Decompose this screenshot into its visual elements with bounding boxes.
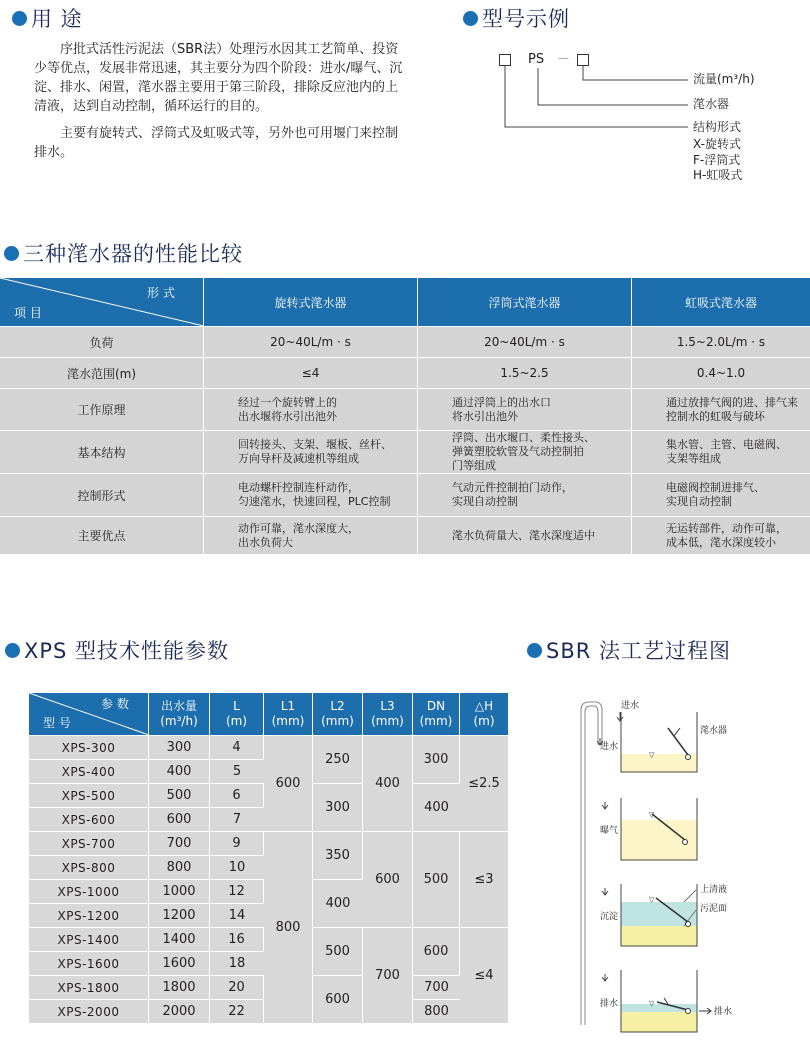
comparison-cell: 无运转部件，动作可靠， 成本低，滗水深度较小 — [632, 516, 810, 554]
tank4-sludge — [621, 1012, 697, 1032]
param-L3-cell: 600 — [363, 831, 413, 927]
model-code-ps: PS — [528, 52, 545, 67]
params-header-L1: L1 (mm) — [264, 693, 313, 735]
comparison-row-advantages — [0, 516, 810, 554]
stage-aeration-label: 曝气 — [600, 826, 619, 836]
length-cell: 12 — [210, 879, 264, 903]
comparison-cell: 1.5~2.5 — [418, 357, 632, 388]
params-row — [29, 831, 508, 855]
comparison-item-label: 主要优点 — [0, 516, 204, 554]
model-cell: XPS-300 — [29, 735, 149, 759]
comparison-cell: 浮筒、出水堰口、柔性接头、 弹簧塑胶软管及气动控制拍 门等组成 — [418, 430, 632, 473]
struct-option-h: H-虹吸式 — [693, 168, 743, 182]
comparison-row-range — [0, 357, 810, 388]
comparison-item-label: 滗水范围(m) — [0, 357, 204, 388]
param-L1-cell: 600 — [264, 735, 313, 831]
stage-inlet-label: 进水 — [600, 742, 619, 752]
params-corner-top-label: 参 数 — [101, 697, 129, 711]
param-L2-cell: 350 — [313, 831, 363, 879]
usage-paragraph-1: 序批式活性污泥法（SBR法）处理污水因其工艺简单、投资少等优点，发展非常迅速，其主要分为四个阶段：进水/曝气、沉淀、排水、闲置，滗水器主要用于第三阶段，排除反应池内的上清液，达到自动控制，循环运行的目的。 — [34, 42, 403, 114]
flow-cell: 1400 — [149, 927, 210, 951]
model-cell: XPS-800 — [29, 855, 149, 879]
comparison-cell: 0.4~1.0 — [632, 357, 810, 388]
svg-text:▽: ▽ — [649, 751, 655, 759]
flow-cell: 2000 — [149, 999, 210, 1023]
param-DN-cell: 300 — [413, 735, 460, 783]
model-cell: XPS-400 — [29, 759, 149, 783]
flow-cell: 700 — [149, 831, 210, 855]
length-cell: 9 — [210, 831, 264, 855]
flow-label: 流量(m³/h) — [693, 72, 755, 86]
params-header-L: L (m) — [210, 693, 264, 735]
param-L1-cell: 800 — [264, 831, 313, 1023]
process-title: SBR 法工艺过程图 — [546, 639, 732, 663]
flow-cell: 600 — [149, 807, 210, 831]
comparison-cell: 气动元件控制拍门动作， 实现自动控制 — [418, 473, 632, 516]
comparison-cell: 电磁阀控制进排气、 实现自动控制 — [632, 473, 810, 516]
model-code-dash: － — [557, 52, 571, 67]
process-section-title — [527, 635, 731, 665]
params-row — [29, 735, 508, 759]
bullet-dot-icon — [4, 246, 19, 261]
svg-text:▽: ▽ — [649, 1000, 655, 1008]
params-section-title — [5, 635, 229, 665]
params-header-dH: △H (m) — [460, 693, 508, 735]
param-DN-cell: 600 — [413, 927, 460, 975]
sbr-process-drawing — [560, 690, 770, 1040]
comparison-cell: 集水管、主管、电磁阀、 支架等组成 — [632, 430, 810, 473]
params-corner-bottom-label: 型 号 — [43, 716, 71, 730]
comparison-row-load — [0, 326, 810, 357]
comparison-item-label: 控制形式 — [0, 473, 204, 516]
length-cell: 10 — [210, 855, 264, 879]
sludge-surface-label: 污泥面 — [700, 904, 728, 914]
comparison-cell: 电动螺杆控制连杆动作， 匀速滗水，快速回程，PLC控制 — [204, 473, 418, 516]
model-cell: XPS-1600 — [29, 951, 149, 975]
bullet-dot-icon — [5, 643, 20, 658]
length-cell: 16 — [210, 927, 264, 951]
comparison-item-label: 工作原理 — [0, 388, 204, 430]
model-cell: XPS-1800 — [29, 975, 149, 999]
comparison-table — [0, 278, 810, 554]
params-title: XPS 型技术性能参数 — [24, 639, 230, 663]
flow-cell: 400 — [149, 759, 210, 783]
comparison-cell: 回转接头、支架、堰板、丝杆、 万向导杆及减速机等组成 — [204, 430, 418, 473]
length-cell: 18 — [210, 951, 264, 975]
comparison-corner-cell — [0, 278, 204, 326]
diagram-decanter-label: 滗水器 — [700, 726, 728, 736]
corner-bottom-label: 项 目 — [14, 306, 42, 320]
bullet-dot-icon — [527, 643, 542, 658]
comparison-section-title — [4, 238, 243, 268]
stage-discharge-label: 排水 — [600, 999, 619, 1009]
params-header-L3: L3 (mm) — [363, 693, 413, 735]
corner-top-label: 形 式 — [147, 286, 175, 300]
comparison-cell: 动作可靠，滗水深度大， 出水负荷大 — [204, 516, 418, 554]
param-L2-cell: 300 — [313, 783, 363, 831]
usage-title: 用 途 — [31, 7, 83, 31]
params-header-DN: DN (mm) — [413, 693, 460, 735]
comparison-header-row — [0, 278, 810, 326]
params-header-flow: 出水量 (m³/h) — [149, 693, 210, 735]
comparison-cell: 20~40L/m · s — [204, 326, 418, 357]
length-cell: 4 — [210, 735, 264, 759]
comparison-cell: ≤4 — [204, 357, 418, 388]
length-cell: 7 — [210, 807, 264, 831]
discharge-label: 排水 — [714, 1007, 733, 1017]
length-cell: 6 — [210, 783, 264, 807]
model-example-title: 型号示例 — [482, 7, 570, 31]
param-DN-cell: 500 — [413, 831, 460, 927]
param-dH-cell: ≤4 — [460, 927, 508, 1023]
model-cell: XPS-700 — [29, 831, 149, 855]
comparison-row-principle — [0, 388, 810, 430]
param-L3-cell: 700 — [363, 927, 413, 1023]
length-cell: 5 — [210, 759, 264, 783]
params-table — [29, 693, 508, 1023]
param-DN-cell: 700 — [413, 975, 460, 999]
column-rotary: 旋转式滗水器 — [204, 278, 418, 326]
param-dH-cell: ≤2.5 — [460, 735, 508, 831]
comparison-row-control — [0, 473, 810, 516]
svg-text:▽: ▽ — [649, 811, 655, 819]
struct-label: 结构形式 — [693, 120, 742, 134]
param-dH-cell: ≤3 — [460, 831, 508, 927]
flow-cell: 300 — [149, 735, 210, 759]
param-L2-cell: 400 — [313, 879, 363, 927]
column-float: 浮筒式滗水器 — [418, 278, 632, 326]
param-L2-cell: 500 — [313, 927, 363, 975]
tank3-sludge — [621, 926, 697, 946]
flow-cell: 1600 — [149, 951, 210, 975]
flow-cell: 800 — [149, 855, 210, 879]
length-cell: 22 — [210, 999, 264, 1023]
stage-settling-label: 沉淀 — [600, 912, 619, 922]
model-cell: XPS-600 — [29, 807, 149, 831]
model-cell: XPS-1200 — [29, 903, 149, 927]
model-cell: XPS-1000 — [29, 879, 149, 903]
params-header-row — [29, 693, 508, 735]
params-corner-cell — [29, 693, 149, 735]
comparison-title: 三种滗水器的性能比较 — [23, 242, 243, 266]
model-code-leader-lines — [0, 0, 810, 200]
comparison-cell: 1.5~2.0L/m · s — [632, 326, 810, 357]
params-header-L2: L2 (mm) — [313, 693, 363, 735]
length-cell: 20 — [210, 975, 264, 999]
param-L2-cell: 250 — [313, 735, 363, 783]
model-cell: XPS-500 — [29, 783, 149, 807]
comparison-item-label: 基本结构 — [0, 430, 204, 473]
inlet-label: 进水 — [621, 701, 640, 711]
flow-cell: 1200 — [149, 903, 210, 927]
comparison-cell: 滗水负荷量大、滗水深度适中 — [418, 516, 632, 554]
param-L3-cell: 400 — [363, 735, 413, 831]
struct-option-f: F-浮筒式 — [693, 153, 741, 167]
flow-cell: 500 — [149, 783, 210, 807]
model-cell: XPS-1400 — [29, 927, 149, 951]
column-siphon: 虹吸式滗水器 — [632, 278, 810, 326]
flow-cell: 1000 — [149, 879, 210, 903]
length-cell: 14 — [210, 903, 264, 927]
decanter-label: 滗水器 — [693, 97, 730, 111]
comparison-cell: 20~40L/m · s — [418, 326, 632, 357]
comparison-cell: 通过浮筒上的出水口 将水引出池外 — [418, 388, 632, 430]
comparison-cell: 经过一个旋转臂上的 出水堰将水引出池外 — [204, 388, 418, 430]
param-DN-cell: 400 — [413, 783, 460, 831]
clear-liquid-label: 上清液 — [700, 885, 728, 895]
svg-text:▽: ▽ — [649, 896, 655, 904]
usage-paragraph-2: 主要有旋转式、浮筒式及虹吸式等，另外也可用堰门来控制排水。 — [34, 126, 399, 160]
param-L2-cell: 600 — [313, 975, 363, 1023]
comparison-cell: 通过放排气阀的进、排气来 控制水的虹吸与破坏 — [632, 388, 810, 430]
comparison-item-label: 负荷 — [0, 326, 204, 357]
struct-option-x: X-旋转式 — [693, 137, 741, 151]
comparison-row-structure — [0, 430, 810, 473]
param-DN-cell: 800 — [413, 999, 460, 1023]
model-cell: XPS-2000 — [29, 999, 149, 1023]
flow-cell: 1800 — [149, 975, 210, 999]
